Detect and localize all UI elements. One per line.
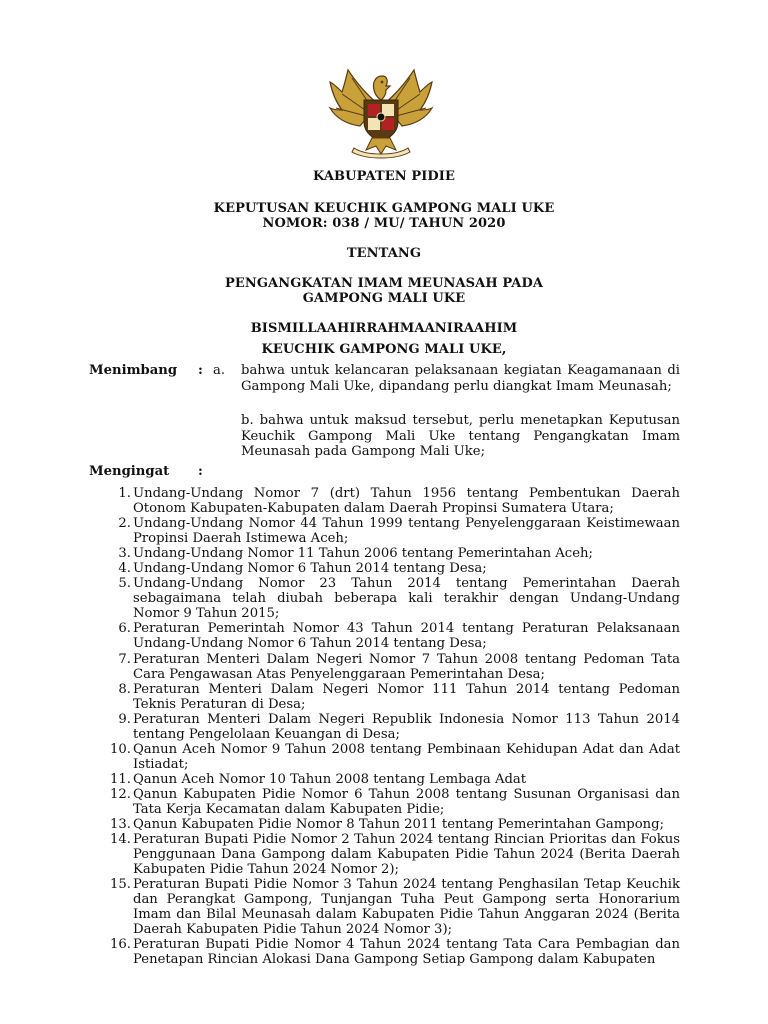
decree-title: KEPUTUSAN KEUCHIK GAMPONG MALI UKE xyxy=(213,201,555,216)
list-item: 13. Qanun Kabupaten Pidie Nomor 8 Tahun 2011 tentang Pemerintahan Gampong; xyxy=(110,817,665,833)
list-item: 7. Peraturan Menteri Dalam Negeri Nomor 7 Tahun 2008 tentang Pedoman Tata Cara Pengawasan Atas Penyelenggaraan Pemerintahan Desa; xyxy=(118,651,680,682)
list-item: 3. Undang-Undang Nomor 11 Tahun 2006 tentang Pemerintahan Aceh; xyxy=(118,546,593,562)
subject-line-2: GAMPONG MALI UKE xyxy=(302,291,466,306)
list-item: 5. Undang-Undang Nomor 23 Tahun 2014 tentang Pemerintahan Daerah sebagaimana telah diubah beberapa kali terakhir dengan Undang-Undang Nomor 9 Tahun 2015; xyxy=(118,576,680,622)
region-heading: KABUPATEN PIDIE xyxy=(313,169,455,184)
list-item: 16. Peraturan Bupati Pidie Nomor 4 Tahun 2024 tentang Tata Cara Pembagian dan Penetapan Rincian Alokasi Dana Gampong Setiap Gampong dalam Kabupaten xyxy=(110,937,680,968)
menimbang-a-text: bahwa untuk kelancaran pelaksanaan kegiatan Keagamanaan di Gampong Mali Uke, dipandang perlu diangkat Imam Meunasah; xyxy=(241,363,680,394)
list-item: 12. Qanun Kabupaten Pidie Nomor 6 Tahun 2008 tentang Susunan Organisasi dan Tata Kerja Kecamatan dalam Kabupaten Pidie; xyxy=(110,787,680,818)
menimbang-colon: : xyxy=(198,363,203,378)
list-item: 8. Peraturan Menteri Dalam Negeri Nomor 111 Tahun 2014 tentang Pedoman Teknis Peraturan di Desa; xyxy=(118,681,680,712)
menimbang-b-text: b. bahwa untuk maksud tersebut, perlu menetapkan Keputusan Keuchik Gampong Mali Uke tentang Pengangkatan Imam Meunasah pada Gampong Mali Uke; xyxy=(241,413,680,459)
about-heading: TENTANG xyxy=(346,246,422,261)
list-item: 15. Peraturan Bupati Pidie Nomor 3 Tahun 2024 tentang Penghasilan Tetap Keuchik dan Perangkat Gampong, Tunjangan Tuha Peut Gampong serta Honorarium Imam dan Bilal Meunasah dalam Kabupaten Pidie Tahun Anggaran 2024 (Berita Daerah Kabupaten Pidie Tahun 2024 Nomor 3); xyxy=(110,877,680,938)
list-item: 14. Peraturan Bupati Pidie Nomor 2 Tahun 2024 tentang Rincian Prioritas dan Fokus Penggunaan Dana Gampong dalam Kabupaten Pidie Tahun 2024 (Berita Daerah Kabupaten Pidie Tahun 2024 Nomor 2); xyxy=(110,832,680,878)
menimbang-a-marker: a. xyxy=(213,363,226,378)
list-item: 11. Qanun Aceh Nomor 10 Tahun 2008 tentang Lembaga Adat xyxy=(110,771,527,787)
list-item: 10. Qanun Aceh Nomor 9 Tahun 2008 tentang Pembinaan Kehidupan Adat dan Adat Istiadat; xyxy=(110,741,680,772)
list-item: 4. Undang-Undang Nomor 6 Tahun 2014 tentang Desa; xyxy=(118,561,487,577)
list-item: 2. Undang-Undang Nomor 44 Tahun 1999 tentang Penyelenggaraan Keistimewaan Propinsi Daerah Istimewa Aceh; xyxy=(118,516,680,547)
list-item: 9. Peraturan Menteri Dalam Negeri Republik Indonesia Nomor 113 Tahun 2014 tentang Pengelolaan Keuangan di Desa; xyxy=(118,711,680,742)
menimbang-label: Menimbang xyxy=(89,363,178,378)
bismillah-line: BISMILLAAHIRRAHMAANIRAAHIM xyxy=(250,321,518,336)
mengingat-label: Mengingat xyxy=(89,464,170,479)
subject-line-1: PENGANGKATAN IMAM MEUNASAH PADA xyxy=(224,276,544,291)
issuer-line: KEUCHIK GAMPONG MALI UKE, xyxy=(261,342,507,357)
list-item: 6. Peraturan Pemerintah Nomor 43 Tahun 2014 tentang Peraturan Pelaksanaan Undang-Undang Nomor 6 Tahun 2014 tentang Desa; xyxy=(118,621,680,652)
legal-basis-list xyxy=(100,486,680,968)
mengingat-colon: : xyxy=(198,464,203,479)
garuda-emblem-icon xyxy=(326,64,436,160)
list-item: 1. Undang-Undang Nomor 7 (drt) Tahun 1956 tentang Pembentukan Daerah Otonom Kabupaten-Kabupaten dalam Daerah Propinsi Sumatera Utara; xyxy=(118,486,680,516)
decree-number: NOMOR: 038 / MU/ TAHUN 2020 xyxy=(262,216,506,231)
